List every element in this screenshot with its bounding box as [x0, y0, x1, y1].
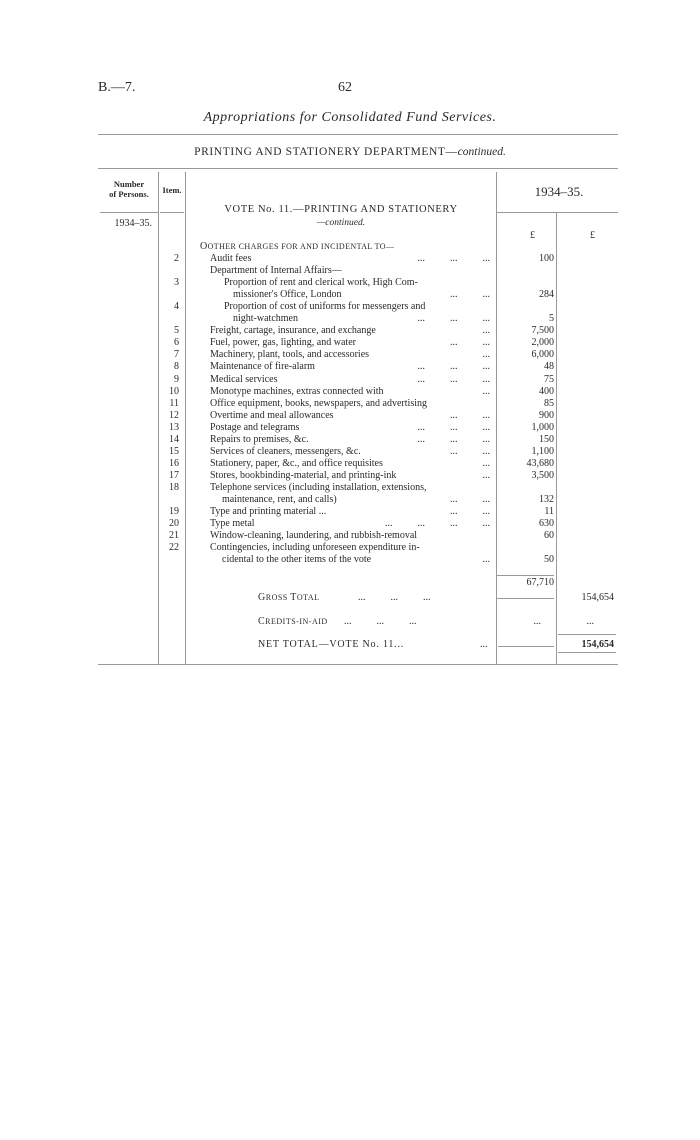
item-number: 2 [174, 253, 179, 264]
item-amount: 400 [539, 385, 554, 397]
table-row [0, 386, 700, 398]
item-amount: 11 [544, 506, 554, 518]
item-amount: 100 [539, 253, 554, 264]
leader-dots: ... [482, 469, 490, 481]
item-description: Overtime and meal allowances [210, 409, 334, 421]
item-description: Repairs to premises, &c. [210, 433, 309, 445]
table-row [0, 410, 700, 422]
item-number: 4 [174, 301, 179, 313]
table-row [0, 434, 700, 446]
item-description: Type and printing material ... [210, 506, 327, 518]
leader-dots: ... ... ... [417, 373, 490, 385]
table-row [0, 361, 700, 373]
item-amount: 900 [539, 409, 554, 421]
gross-rule [497, 598, 554, 599]
table-row [0, 518, 700, 530]
item-description: Department of Internal Affairs— [210, 265, 342, 277]
department-heading [0, 146, 700, 158]
gross-total-label-text: ROSS [265, 593, 291, 602]
table-row [0, 289, 700, 301]
net-total-value: 154,654 [581, 639, 614, 650]
leader-dots: ... [482, 554, 490, 566]
net-dash [498, 646, 554, 647]
item-amount: 48 [544, 361, 554, 373]
item-description: maintenance, rent, and calls) [222, 494, 337, 505]
item-description: Fuel, power, gas, lighting, and water [210, 337, 356, 349]
item-description: Medical services [210, 373, 278, 385]
item-number: 16 [169, 457, 179, 469]
item-description: missioner's Office, London [233, 289, 342, 301]
item-number: 9 [174, 373, 179, 385]
item-amount: 630 [539, 518, 554, 530]
leader-dots: ... ... [450, 409, 490, 421]
subtotal-rule [497, 575, 554, 576]
credits-in-aid-label: CREDITS-IN-AID [258, 616, 328, 627]
table-row [0, 349, 700, 361]
gross-total-label-text2: OTAL [296, 593, 320, 602]
year-header: 1934–35. [534, 184, 584, 199]
item-description: Freight, cartage, insurance, and exchange [210, 325, 376, 337]
leader-dots: ... [482, 349, 490, 361]
table-row [0, 458, 700, 470]
table-row [0, 313, 700, 325]
item-number: 15 [169, 445, 179, 457]
item-number: 13 [169, 421, 179, 433]
item-number: 21 [169, 530, 179, 542]
leader-dots: ... ... [450, 337, 490, 349]
leader-dots: ... ... ... [417, 433, 490, 445]
item-amount: 6,000 [531, 349, 554, 361]
vote-title: VOTE No. 11.—PRINTING AND STATIONERY [224, 204, 458, 215]
item-amount: 50 [544, 554, 554, 566]
item-description: Window-cleaning, laundering, and rubbish-removal [210, 530, 418, 542]
pound-symbol-1: £ [530, 230, 535, 241]
item-amount: 3,500 [531, 469, 554, 481]
item-description: Stationery, paper, &c., and office requisites [210, 457, 383, 469]
persons-year: 1934–35. [114, 218, 152, 229]
table-row [0, 398, 700, 410]
item-number: 10 [169, 385, 179, 397]
table-row [0, 253, 700, 265]
table-row [0, 277, 700, 289]
item-description: Maintenance of fire-alarm [210, 361, 315, 373]
leader-dots: ... ... [450, 445, 490, 457]
leader-dots: ... [482, 325, 490, 337]
item-description: cidental to the other items of the vote [222, 554, 372, 566]
net-total-label: NET TOTAL—VOTE No. 11... [258, 639, 405, 650]
gross-total-label: GROSS TOTAL [258, 592, 320, 603]
department-name: PRINTING AND STATIONERY DEPARTMENT— [194, 146, 458, 158]
item-description: Stores, bookbinding-material, and printing-ink [210, 469, 397, 481]
item-amount: 75 [544, 373, 554, 385]
table-top-rule [98, 168, 618, 169]
header-rule-persons [100, 212, 158, 213]
table-row [0, 337, 700, 349]
table-row [0, 422, 700, 434]
leader-dots: ... ... ... [417, 421, 490, 433]
table-row [0, 494, 700, 506]
leader-dots: ... ... [450, 494, 490, 505]
leader-dots: ... ... [450, 506, 490, 518]
item-description: Audit fees [210, 253, 252, 264]
credits-leader: ... ... ... [344, 616, 417, 627]
table-row [0, 301, 700, 313]
item-number: 12 [169, 409, 179, 421]
vote-continued: —continued. [316, 218, 366, 228]
item-amount: 132 [539, 494, 554, 505]
item-number: 17 [169, 469, 179, 481]
item-amount: 284 [539, 289, 554, 301]
credits-label-text: REDITS-IN-AID [265, 617, 328, 626]
page-number: 62 [338, 80, 352, 95]
item-number: 14 [169, 433, 179, 445]
item-amount: 2,000 [531, 337, 554, 349]
table-row [0, 325, 700, 337]
item-number: 18 [169, 481, 179, 493]
item-number: 8 [174, 361, 179, 373]
credits-value-1: ... [533, 616, 541, 627]
gross-total-leader: ... ... ... [358, 592, 431, 603]
leader-dots: ... ... ... [417, 361, 490, 373]
item-description: Contingencies, including unforeseen expenditure in- [210, 542, 420, 554]
leader-dots: ... [482, 385, 490, 397]
table-row [0, 554, 700, 566]
gross-total-value: 154,654 [581, 592, 614, 603]
item-number: 6 [174, 337, 179, 349]
item-amount: 60 [544, 530, 554, 542]
table-bottom-rule [98, 664, 618, 665]
document-reference: B.—7. [98, 80, 136, 95]
item-number: 19 [169, 506, 179, 518]
item-description: Proportion of rent and clerical work, High Com- [224, 277, 418, 289]
net-total-leader: ... [480, 639, 488, 650]
title-rule [98, 134, 618, 135]
subtotal-value: 67,710 [526, 577, 554, 588]
leader-dots: ... ... [450, 289, 490, 301]
item-description: Monotype machines, extras connected with [210, 385, 384, 397]
item-description: Proportion of cost of uniforms for messengers and [224, 301, 426, 313]
item-description: Type metal [210, 518, 255, 530]
leader-dots: ... ... ... [417, 253, 490, 264]
item-number: 22 [169, 542, 179, 554]
table-row [0, 530, 700, 542]
table-row [0, 482, 700, 494]
other-charges-text: OTHER CHARGES FOR AND INCIDENTAL TO— [207, 242, 395, 251]
net-top-rule [558, 634, 616, 635]
item-number: 5 [174, 325, 179, 337]
item-amount: 85 [544, 397, 554, 409]
item-amount: 1,000 [531, 421, 554, 433]
table-row [0, 446, 700, 458]
pound-symbol-2: £ [590, 230, 595, 241]
number-header-line1: Number [113, 179, 145, 189]
number-of-persons-header [100, 179, 158, 199]
number-header-line2: of Persons. [109, 189, 149, 199]
credits-value-2: ... [586, 616, 594, 627]
leader-dots: ... [482, 457, 490, 469]
department-continued: continued. [457, 146, 506, 158]
item-amount: 1,100 [531, 445, 554, 457]
item-number: 3 [174, 277, 179, 289]
other-charges-heading: OOTHER CHARGES FOR AND INCIDENTAL TO— [200, 241, 395, 252]
item-amount: 150 [539, 433, 554, 445]
item-number: 7 [174, 349, 179, 361]
item-description: Machinery, plant, tools, and accessories [210, 349, 370, 361]
leader-dots: ... ... ... [417, 313, 490, 325]
item-amount: 43,680 [526, 457, 554, 469]
item-description: Office equipment, books, newspapers, and advertising [210, 397, 427, 409]
item-header: Item. [162, 185, 182, 195]
item-description: night-watchmen [233, 313, 298, 325]
table-row [0, 470, 700, 482]
item-description: Postage and telegrams [210, 421, 300, 433]
item-number: 11 [169, 397, 179, 409]
table-row [0, 265, 700, 277]
leader-dots: ... ... ... ... [385, 518, 490, 530]
table-row [0, 506, 700, 518]
item-amount: 5 [549, 313, 554, 325]
table-row [0, 542, 700, 554]
table-row [0, 374, 700, 386]
item-description: Telephone services (including installation, extensions, [210, 481, 427, 493]
net-bottom-rule [558, 652, 616, 653]
item-description: Services of cleaners, messengers, &c. [210, 445, 361, 457]
page-title: Appropriations for Consolidated Fund Services. [203, 110, 497, 125]
header-rule-item [160, 212, 184, 213]
item-amount: 7,500 [531, 325, 554, 337]
header-rule-year [497, 212, 618, 213]
item-number: 20 [169, 518, 179, 530]
